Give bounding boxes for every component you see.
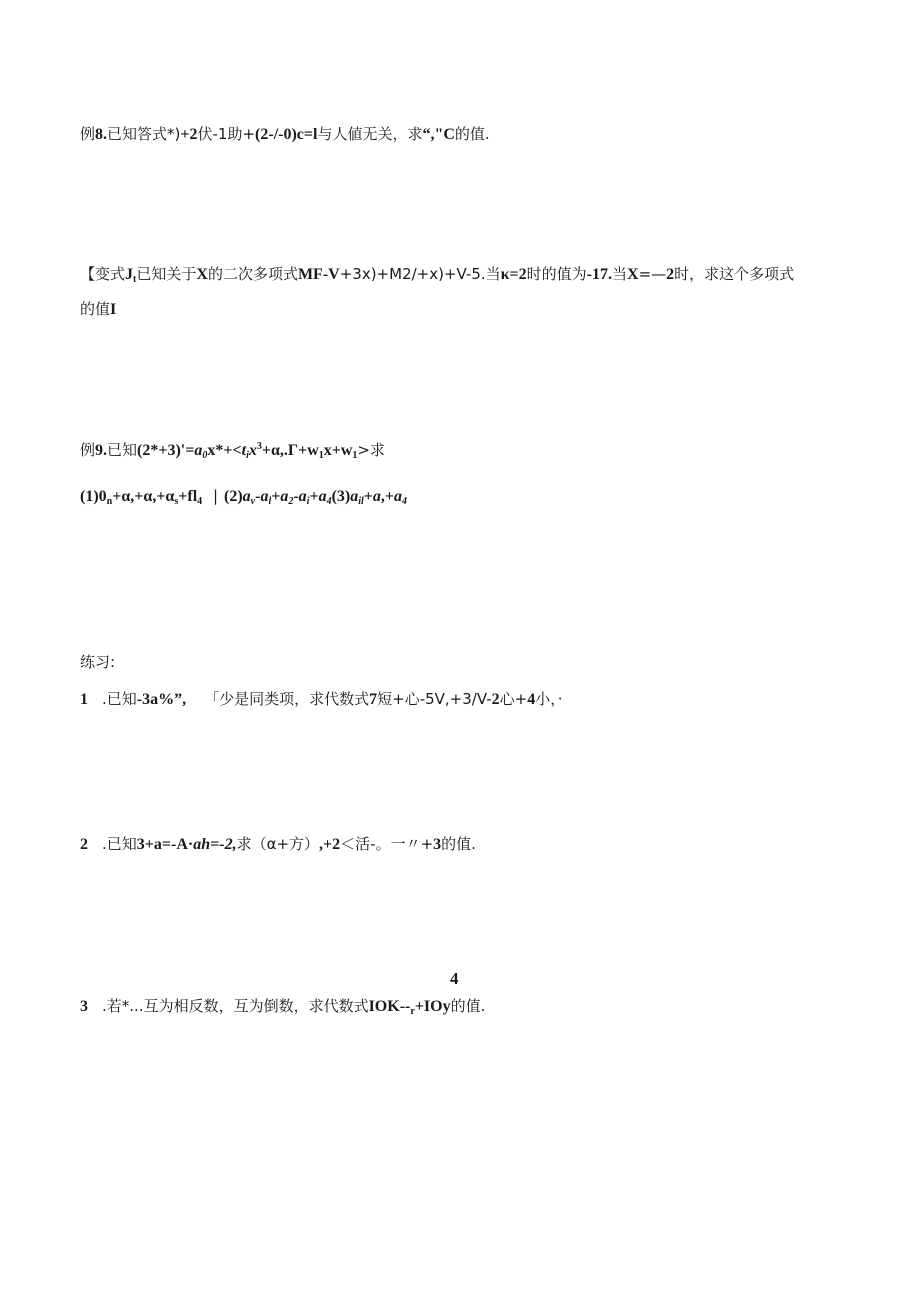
practice-problem-3: 3 .若*...互为相反数，互为倒数，求代数式IOK-$-_r+IOy$的值. xyxy=(80,997,486,1017)
practice-problem-1: 1 .已知-3a%”, 「少是同类项，求代数式7短+心-5V,+3/V-2心+4小，· xyxy=(80,690,563,708)
example-9-problem: 例9.已知$(2*+3)'=a_0x*+<t_ix^3+\alpha,.\Gamma+w_1x+w_1>$求 xyxy=(80,441,385,461)
variant-problem-line-2: 的值I xyxy=(80,300,117,318)
practice-problem-2: 2 .已知3+a=-A·ah=-2,求（α+方）,+2＜活-。一〃+3的值. xyxy=(80,835,476,853)
page-number: 4 xyxy=(450,969,459,988)
example-8-problem: 例8.已知答式*)+2伏-1助+(2-/-0)c=l与人値无关，求“,"C的值. xyxy=(80,125,490,143)
practice-heading: 练习: xyxy=(80,653,116,671)
variant-problem-line-1: 【变式$J_t$已知关于X的二次多项式MF-V+3x)+M2/+x)+V-5.当κ=2时的值为-17.当X=—2时，求这个多项式 xyxy=(80,265,795,285)
example-label: 例 xyxy=(80,125,96,143)
example-9-questions: $(1)0_n+\alpha,+\alpha,+\alpha_s+fl_4$ | $(2)a_v-a_l+a_2-a_i+a_4(3)a_{il}+a,+a_4$ xyxy=(80,487,408,507)
